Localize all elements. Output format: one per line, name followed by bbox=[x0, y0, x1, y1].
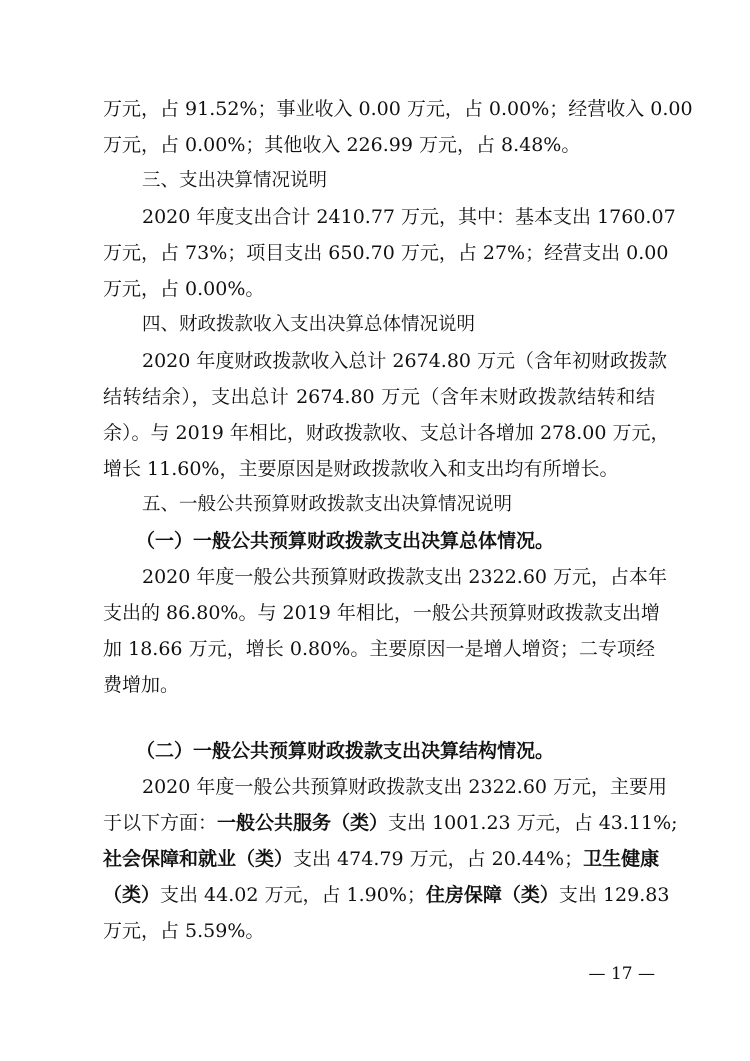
text-run: 支出 1001.23 万元，占 43.11%; bbox=[388, 812, 678, 834]
text-run: 支出 129.83 bbox=[558, 884, 670, 906]
category-label: （类） bbox=[103, 884, 161, 906]
body-text-line: 加 18.66 万元，增长 0.80%。主要原因一是增人增资；二专项经 bbox=[103, 638, 655, 660]
body-text-line bbox=[103, 846, 660, 872]
body-text-line: 2020 年度支出合计 2410.77 万元，其中：基本支出 1760.07 bbox=[142, 206, 676, 228]
body-text-line: 万元，占 5.59%。 bbox=[103, 920, 265, 942]
text-run: 支出 474.79 万元，占 20.44%； bbox=[293, 848, 584, 870]
body-text-line bbox=[103, 882, 670, 908]
subsection-heading: （二）一般公共预算财政拨款支出决算结构情况。 bbox=[136, 740, 555, 762]
category-label: 卫生健康 bbox=[583, 848, 660, 870]
body-text-line: 2020 年度财政拨款收入总计 2674.80 万元（含年初财政拨款 bbox=[142, 350, 668, 372]
body-text-line: 万元，占 0.00%；其他收入 226.99 万元，占 8.48%。 bbox=[103, 134, 581, 156]
text-run: 支出 44.02 万元，占 1.90%； bbox=[160, 884, 426, 906]
body-text-line: 费增加。 bbox=[103, 674, 180, 696]
body-text-line: 结转结余），支出总计 2674.80 万元（含年末财政拨款结转和结 bbox=[103, 386, 655, 408]
subsection-heading: （一）一般公共预算财政拨款支出决算总体情况。 bbox=[136, 530, 555, 552]
text-run: 于以下方面： bbox=[103, 812, 218, 834]
category-label: 住房保障（类） bbox=[425, 884, 559, 906]
body-text-line: 万元，占 91.52%；事业收入 0.00 万元，占 0.00%；经营收入 0.00 bbox=[103, 98, 693, 120]
body-text-line: 2020 年度一般公共预算财政拨款支出 2322.60 万元，主要用 bbox=[142, 776, 668, 798]
section-heading: 四、财政拨款收入支出决算总体情况说明 bbox=[142, 314, 476, 335]
body-text-line: 余）。与 2019 年相比，财政拨款收、支总计各增加 278.00 万元， bbox=[103, 422, 670, 444]
section-heading: 三、支出决算情况说明 bbox=[142, 170, 328, 191]
category-label: 一般公共服务（类） bbox=[217, 812, 389, 834]
page-number: — 17 — bbox=[588, 964, 655, 984]
body-text-line: 2020 年度一般公共预算财政拨款支出 2322.60 万元，占本年 bbox=[142, 566, 668, 588]
body-text-line: 支出的 86.80%。与 2019 年相比，一般公共预算财政拨款支出增 bbox=[103, 602, 660, 624]
section-heading: 五、一般公共预算财政拨款支出决算情况说明 bbox=[142, 494, 513, 515]
body-text-line: 万元，占 73%；项目支出 650.70 万元，占 27%；经营支出 0.00 bbox=[103, 242, 669, 264]
body-text-line: 万元，占 0.00%。 bbox=[103, 278, 265, 300]
body-text-line bbox=[103, 810, 678, 836]
category-label: 社会保障和就业（类） bbox=[103, 848, 294, 870]
body-text-line: 增长 11.60%，主要原因是财政拨款收入和支出均有所增长。 bbox=[103, 458, 619, 480]
